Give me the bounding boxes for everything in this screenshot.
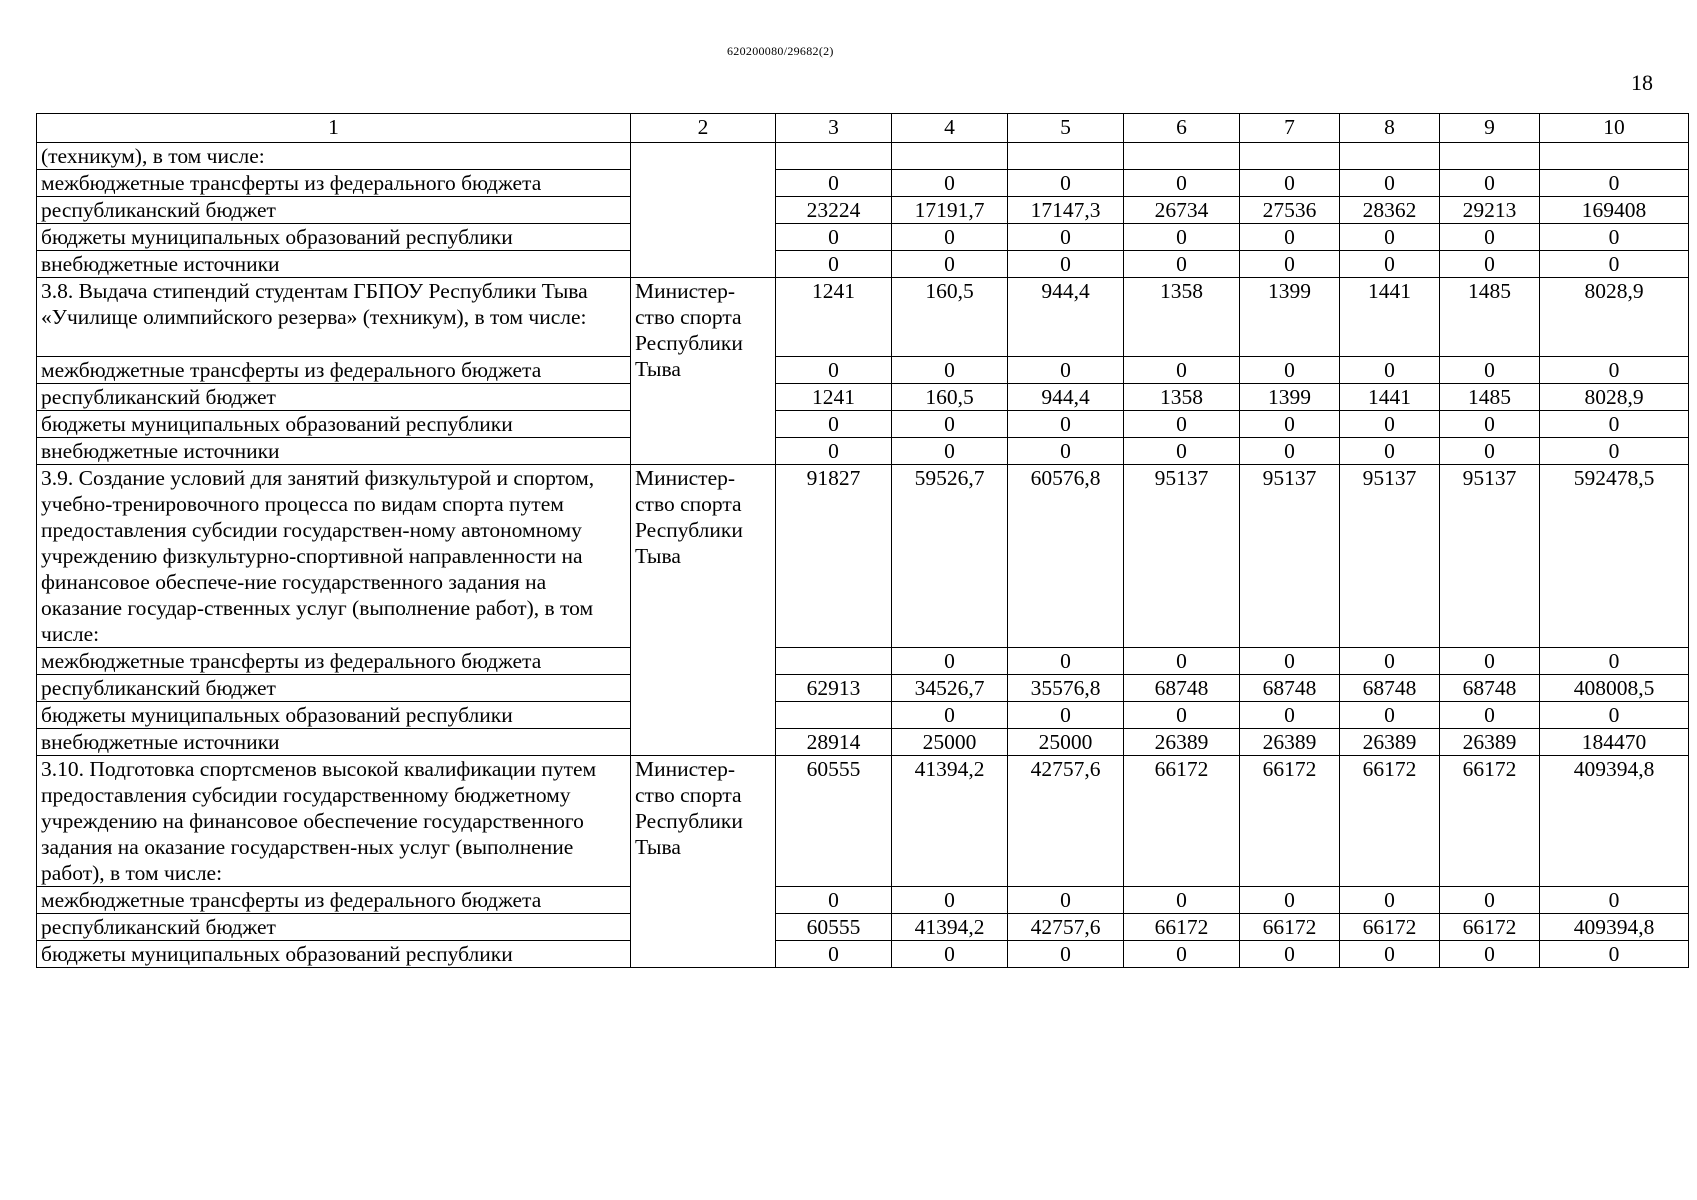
value-cell: 29213 bbox=[1440, 196, 1540, 223]
value-cell bbox=[1124, 142, 1240, 169]
column-header: 2 bbox=[631, 114, 776, 143]
value-cell: 0 bbox=[1240, 223, 1340, 250]
value-cell: 95137 bbox=[1340, 464, 1440, 647]
table-row bbox=[37, 169, 1689, 196]
table-row bbox=[37, 728, 1689, 755]
value-cell: 0 bbox=[1440, 940, 1540, 967]
value-cell: 0 bbox=[1340, 410, 1440, 437]
table-row bbox=[37, 886, 1689, 913]
value-cell: 1241 bbox=[776, 277, 892, 356]
value-cell: 1399 bbox=[1240, 277, 1340, 356]
row-label: (техникум), в том числе: bbox=[37, 142, 631, 169]
value-cell: 1358 bbox=[1124, 277, 1240, 356]
value-cell: 0 bbox=[1340, 250, 1440, 277]
row-label: республиканский бюджет bbox=[37, 913, 631, 940]
value-cell: 59526,7 bbox=[892, 464, 1008, 647]
value-cell: 0 bbox=[892, 356, 1008, 383]
column-header: 5 bbox=[1008, 114, 1124, 143]
value-cell bbox=[776, 701, 892, 728]
value-cell: 0 bbox=[1240, 940, 1340, 967]
column-header: 10 bbox=[1540, 114, 1689, 143]
value-cell: 0 bbox=[1008, 250, 1124, 277]
table-row bbox=[37, 410, 1689, 437]
row-label: бюджеты муниципальных образований республики bbox=[37, 701, 631, 728]
row-label: межбюджетные трансферты из федерального бюджета bbox=[37, 886, 631, 913]
value-cell: 0 bbox=[1340, 886, 1440, 913]
row-label: бюджеты муниципальных образований республики bbox=[37, 223, 631, 250]
value-cell: 68748 bbox=[1440, 674, 1540, 701]
value-cell: 26389 bbox=[1440, 728, 1540, 755]
value-cell: 66172 bbox=[1124, 913, 1240, 940]
table-row bbox=[37, 647, 1689, 674]
value-cell: 0 bbox=[1440, 223, 1540, 250]
value-cell: 0 bbox=[1440, 647, 1540, 674]
value-cell: 26389 bbox=[1124, 728, 1240, 755]
value-cell: 0 bbox=[892, 223, 1008, 250]
table-row bbox=[37, 196, 1689, 223]
value-cell: 0 bbox=[892, 647, 1008, 674]
budget-table bbox=[36, 113, 1689, 968]
value-cell: 8028,9 bbox=[1540, 383, 1689, 410]
value-cell: 1441 bbox=[1340, 383, 1440, 410]
value-cell: 41394,2 bbox=[892, 913, 1008, 940]
value-cell: 0 bbox=[1440, 701, 1540, 728]
value-cell: 409394,8 bbox=[1540, 755, 1689, 886]
value-cell: 66172 bbox=[1440, 755, 1540, 886]
value-cell: 0 bbox=[776, 410, 892, 437]
value-cell: 42757,6 bbox=[1008, 755, 1124, 886]
value-cell: 0 bbox=[1540, 940, 1689, 967]
value-cell: 0 bbox=[776, 356, 892, 383]
value-cell: 0 bbox=[1540, 886, 1689, 913]
value-cell bbox=[776, 142, 892, 169]
value-cell: 0 bbox=[892, 886, 1008, 913]
value-cell bbox=[776, 647, 892, 674]
value-cell: 28914 bbox=[776, 728, 892, 755]
value-cell: 0 bbox=[1124, 356, 1240, 383]
value-cell bbox=[1340, 142, 1440, 169]
value-cell: 0 bbox=[1440, 169, 1540, 196]
value-cell: 0 bbox=[1008, 410, 1124, 437]
value-cell: 25000 bbox=[1008, 728, 1124, 755]
row-label: внебюджетные источники bbox=[37, 250, 631, 277]
table-row bbox=[37, 674, 1689, 701]
value-cell: 0 bbox=[1240, 356, 1340, 383]
table-row bbox=[37, 913, 1689, 940]
value-cell: 0 bbox=[892, 250, 1008, 277]
value-cell: 23224 bbox=[776, 196, 892, 223]
executor-cell: Министер-ство спорта Республики Тыва bbox=[631, 277, 776, 464]
value-cell: 0 bbox=[1340, 647, 1440, 674]
executor-cell: Министер-ство спорта Республики Тыва bbox=[631, 755, 776, 967]
table-row bbox=[37, 755, 1689, 886]
value-cell: 28362 bbox=[1340, 196, 1440, 223]
value-cell: 60555 bbox=[776, 913, 892, 940]
value-cell: 409394,8 bbox=[1540, 913, 1689, 940]
table-row bbox=[37, 277, 1689, 356]
value-cell: 17147,3 bbox=[1008, 196, 1124, 223]
table-row bbox=[37, 701, 1689, 728]
value-cell: 0 bbox=[776, 250, 892, 277]
value-cell: 0 bbox=[1008, 701, 1124, 728]
column-header: 3 bbox=[776, 114, 892, 143]
value-cell: 0 bbox=[1008, 169, 1124, 196]
value-cell: 68748 bbox=[1240, 674, 1340, 701]
value-cell: 0 bbox=[776, 886, 892, 913]
value-cell: 1358 bbox=[1124, 383, 1240, 410]
value-cell: 0 bbox=[1540, 356, 1689, 383]
value-cell: 95137 bbox=[1240, 464, 1340, 647]
table-row bbox=[37, 437, 1689, 464]
value-cell: 26734 bbox=[1124, 196, 1240, 223]
column-header: 4 bbox=[892, 114, 1008, 143]
value-cell: 66172 bbox=[1340, 755, 1440, 886]
value-cell: 42757,6 bbox=[1008, 913, 1124, 940]
row-label: 3.8. Выдача стипендий студентам ГБПОУ Республики Тыва «Училище олимпийского резерва» (техникум), в том числе: bbox=[37, 277, 631, 356]
value-cell: 0 bbox=[1124, 437, 1240, 464]
value-cell: 0 bbox=[1008, 356, 1124, 383]
value-cell: 95137 bbox=[1440, 464, 1540, 647]
value-cell: 0 bbox=[1240, 886, 1340, 913]
value-cell: 0 bbox=[1124, 410, 1240, 437]
value-cell: 0 bbox=[1124, 223, 1240, 250]
value-cell: 0 bbox=[1008, 647, 1124, 674]
column-header: 6 bbox=[1124, 114, 1240, 143]
row-label: внебюджетные источники bbox=[37, 728, 631, 755]
table-row bbox=[37, 356, 1689, 383]
value-cell: 66172 bbox=[1240, 755, 1340, 886]
value-cell: 35576,8 bbox=[1008, 674, 1124, 701]
row-label: республиканский бюджет bbox=[37, 674, 631, 701]
value-cell: 0 bbox=[1440, 410, 1540, 437]
value-cell: 0 bbox=[1540, 223, 1689, 250]
value-cell: 0 bbox=[1540, 647, 1689, 674]
row-label: бюджеты муниципальных образований республики bbox=[37, 410, 631, 437]
table-row bbox=[37, 142, 1689, 169]
value-cell: 0 bbox=[1124, 169, 1240, 196]
row-label: межбюджетные трансферты из федерального бюджета bbox=[37, 356, 631, 383]
value-cell: 27536 bbox=[1240, 196, 1340, 223]
value-cell: 408008,5 bbox=[1540, 674, 1689, 701]
value-cell: 17191,7 bbox=[892, 196, 1008, 223]
row-label: межбюджетные трансферты из федерального бюджета bbox=[37, 647, 631, 674]
value-cell: 62913 bbox=[776, 674, 892, 701]
value-cell: 0 bbox=[1008, 886, 1124, 913]
column-header: 9 bbox=[1440, 114, 1540, 143]
value-cell: 0 bbox=[892, 410, 1008, 437]
value-cell: 0 bbox=[1340, 940, 1440, 967]
value-cell: 0 bbox=[1540, 701, 1689, 728]
value-cell: 160,5 bbox=[892, 383, 1008, 410]
value-cell: 0 bbox=[1340, 223, 1440, 250]
table-row bbox=[37, 250, 1689, 277]
value-cell: 0 bbox=[1340, 356, 1440, 383]
row-label: 3.9. Создание условий для занятий физкультурой и спортом, учебно-тренировочного процесса по видам спорта путем предоставления субсидии государствен-ному автономному учреждению физкультурно-спортивной направленности на финансовое обеспече-ние государственного задания на оказание государ-ственных услуг (выполнение работ), в том числе: bbox=[37, 464, 631, 647]
value-cell: 0 bbox=[892, 437, 1008, 464]
executor-cell bbox=[631, 142, 776, 277]
value-cell: 41394,2 bbox=[892, 755, 1008, 886]
value-cell: 1441 bbox=[1340, 277, 1440, 356]
value-cell: 0 bbox=[1124, 250, 1240, 277]
value-cell: 66172 bbox=[1124, 755, 1240, 886]
value-cell: 0 bbox=[1008, 940, 1124, 967]
row-label: 3.10. Подготовка спортсменов высокой квалификации путем предоставления субсидии государственному бюджетному учреждению на финансовое обеспечение государственного задания на оказание государствен-ных услуг (выполнение работ), в том числе: bbox=[37, 755, 631, 886]
value-cell: 592478,5 bbox=[1540, 464, 1689, 647]
value-cell: 0 bbox=[776, 223, 892, 250]
value-cell: 0 bbox=[1240, 437, 1340, 464]
executor-cell: Министер-ство спорта Республики Тыва bbox=[631, 464, 776, 755]
value-cell: 169408 bbox=[1540, 196, 1689, 223]
column-header: 7 bbox=[1240, 114, 1340, 143]
value-cell: 0 bbox=[1124, 940, 1240, 967]
value-cell: 8028,9 bbox=[1540, 277, 1689, 356]
value-cell: 0 bbox=[1340, 169, 1440, 196]
value-cell: 0 bbox=[1440, 437, 1540, 464]
value-cell: 0 bbox=[1240, 410, 1340, 437]
value-cell: 0 bbox=[1440, 250, 1540, 277]
value-cell: 68748 bbox=[1340, 674, 1440, 701]
value-cell: 184470 bbox=[1540, 728, 1689, 755]
value-cell: 95137 bbox=[1124, 464, 1240, 647]
value-cell: 0 bbox=[776, 437, 892, 464]
value-cell: 68748 bbox=[1124, 674, 1240, 701]
value-cell: 60576,8 bbox=[1008, 464, 1124, 647]
value-cell: 66172 bbox=[1340, 913, 1440, 940]
value-cell: 1399 bbox=[1240, 383, 1340, 410]
value-cell: 91827 bbox=[776, 464, 892, 647]
value-cell: 0 bbox=[1540, 437, 1689, 464]
value-cell bbox=[1008, 142, 1124, 169]
value-cell: 160,5 bbox=[892, 277, 1008, 356]
document-id: 620200080/29682(2) bbox=[727, 44, 834, 58]
value-cell: 60555 bbox=[776, 755, 892, 886]
value-cell: 0 bbox=[1008, 437, 1124, 464]
table-row bbox=[37, 464, 1689, 647]
header-row bbox=[37, 114, 1689, 143]
value-cell: 0 bbox=[1540, 410, 1689, 437]
row-label: республиканский бюджет bbox=[37, 383, 631, 410]
value-cell: 1241 bbox=[776, 383, 892, 410]
value-cell: 0 bbox=[892, 169, 1008, 196]
row-label: республиканский бюджет bbox=[37, 196, 631, 223]
value-cell: 1485 bbox=[1440, 277, 1540, 356]
table-row bbox=[37, 223, 1689, 250]
value-cell: 0 bbox=[1240, 701, 1340, 728]
value-cell: 66172 bbox=[1240, 913, 1340, 940]
value-cell: 0 bbox=[892, 940, 1008, 967]
value-cell: 0 bbox=[1240, 169, 1340, 196]
value-cell bbox=[1440, 142, 1540, 169]
value-cell: 0 bbox=[1540, 169, 1689, 196]
value-cell: 34526,7 bbox=[892, 674, 1008, 701]
value-cell: 0 bbox=[1440, 886, 1540, 913]
value-cell: 0 bbox=[1240, 250, 1340, 277]
value-cell: 0 bbox=[1124, 886, 1240, 913]
value-cell: 0 bbox=[892, 701, 1008, 728]
value-cell: 0 bbox=[1124, 647, 1240, 674]
value-cell bbox=[1240, 142, 1340, 169]
value-cell bbox=[1540, 142, 1689, 169]
row-label: бюджеты муниципальных образований республики bbox=[37, 940, 631, 967]
value-cell: 0 bbox=[1240, 647, 1340, 674]
value-cell: 0 bbox=[776, 169, 892, 196]
value-cell: 0 bbox=[1124, 701, 1240, 728]
value-cell: 26389 bbox=[1340, 728, 1440, 755]
value-cell: 944,4 bbox=[1008, 383, 1124, 410]
value-cell: 26389 bbox=[1240, 728, 1340, 755]
value-cell: 944,4 bbox=[1008, 277, 1124, 356]
value-cell: 1485 bbox=[1440, 383, 1540, 410]
row-label: межбюджетные трансферты из федерального бюджета bbox=[37, 169, 631, 196]
value-cell: 25000 bbox=[892, 728, 1008, 755]
value-cell: 0 bbox=[1340, 701, 1440, 728]
value-cell bbox=[892, 142, 1008, 169]
table-row bbox=[37, 940, 1689, 967]
row-label: внебюджетные источники bbox=[37, 437, 631, 464]
value-cell: 0 bbox=[776, 940, 892, 967]
value-cell: 0 bbox=[1008, 223, 1124, 250]
value-cell: 0 bbox=[1440, 356, 1540, 383]
value-cell: 0 bbox=[1340, 437, 1440, 464]
column-header: 1 bbox=[37, 114, 631, 143]
column-header: 8 bbox=[1340, 114, 1440, 143]
value-cell: 66172 bbox=[1440, 913, 1540, 940]
value-cell: 0 bbox=[1540, 250, 1689, 277]
table-row bbox=[37, 383, 1689, 410]
page-number: 18 bbox=[1631, 70, 1653, 95]
